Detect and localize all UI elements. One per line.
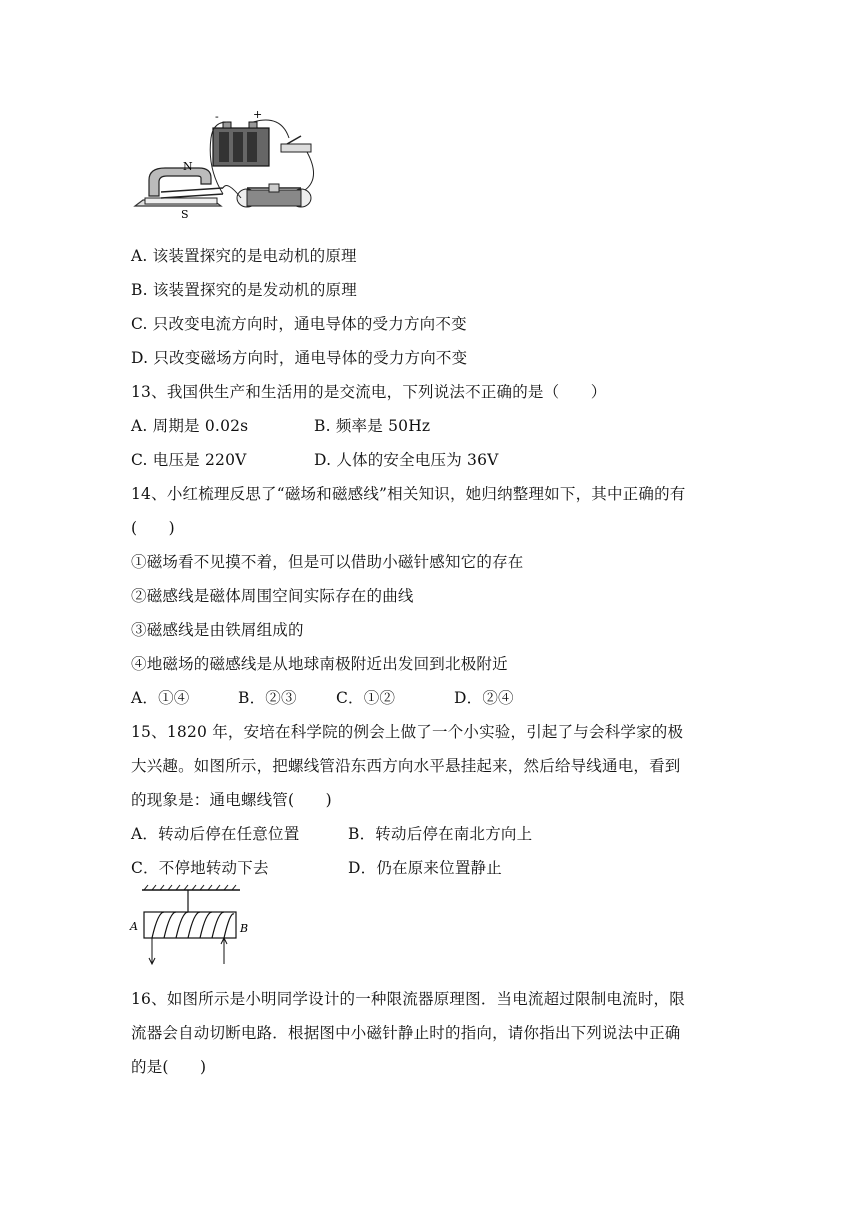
q13-options-row1 (131, 415, 430, 437)
q15-line2: 大兴趣。如图所示，把螺线管沿东西方向水平悬挂起来，然后给导线通电，看到 (131, 757, 681, 775)
q15-option-c: C．不停地转动下去 (131, 859, 269, 877)
q14-option-b: B．②③ (238, 689, 297, 707)
q14-option-d: D．②④ (454, 689, 514, 707)
motor-principle-figure (131, 108, 321, 220)
q13-option-d: D. 人体的安全电压为 36V (314, 451, 499, 469)
q15-option-b: B．转动后停在南北方向上 (348, 825, 533, 843)
q13-option-a: A. 周期是 0.02s (131, 417, 249, 435)
q14-stem-line1: 14、小红梳理反思了“磁场和磁感线”相关知识，她归纳整理如下，其中正确的有 (131, 485, 686, 503)
q15-option-d: D．仍在原来位置静止 (348, 859, 502, 877)
q14-stem-line2: ( ) (131, 519, 175, 537)
solenoid-label-a: A (130, 920, 138, 933)
q15-options-row2 (131, 857, 502, 879)
magnet-n-label: N (183, 160, 193, 173)
q14-options (131, 687, 514, 709)
magnet-s-label: S (181, 208, 189, 220)
q15-options-row1 (131, 823, 532, 845)
q12-option-c: C. 只改变电流方向时，通电导体的受力方向不变 (131, 315, 467, 333)
q14-item-3: ③磁感线是由铁屑组成的 (131, 621, 304, 639)
suspended-solenoid-figure (128, 884, 268, 968)
q12-option-d: D. 只改变磁场方向时，通电导体的受力方向不变 (131, 349, 468, 367)
q14-item-4: ④地磁场的磁感线是从地球南极附近出发回到北极附近 (131, 655, 508, 673)
battery-minus-label: - (215, 110, 219, 123)
q16-line2: 流器会自动切断电路．根据图中小磁针静止时的指向，请你指出下列说法中正确 (131, 1024, 681, 1042)
q14-option-a: A．①④ (131, 689, 190, 707)
q14-option-c: C．①② (336, 689, 396, 707)
q13-option-b: B. 频率是 50Hz (314, 417, 431, 435)
solenoid-label-b: B (240, 922, 249, 935)
q15-option-a: A．转动后停在任意位置 (131, 825, 300, 843)
q12-option-a: A. 该装置探究的是电动机的原理 (131, 247, 357, 265)
battery-plus-label: + (253, 108, 263, 121)
q14-item-1: ①磁场看不见摸不着，但是可以借助小磁针感知它的存在 (131, 553, 524, 571)
q13-option-c: C. 电压是 220V (131, 451, 247, 469)
q16-line1: 16、如图所示是小明同学设计的一种限流器原理图．当电流超过限制电流时，限 (131, 990, 685, 1008)
q13-stem: 13、我国供生产和生活用的是交流电，下列说法不正确的是（ ） (131, 383, 607, 401)
q15-line3: 的现象是：通电螺线管( ) (131, 791, 332, 809)
q15-line1: 15、1820 年，安培在科学院的例会上做了一个小实验，引起了与会科学家的极 (131, 723, 684, 741)
q14-item-2: ②磁感线是磁体周围空间实际存在的曲线 (131, 587, 414, 605)
q13-options-row2 (131, 449, 499, 471)
q12-option-b: B. 该装置探究的是发动机的原理 (131, 281, 357, 299)
q16-line3: 的是( ) (131, 1058, 207, 1076)
